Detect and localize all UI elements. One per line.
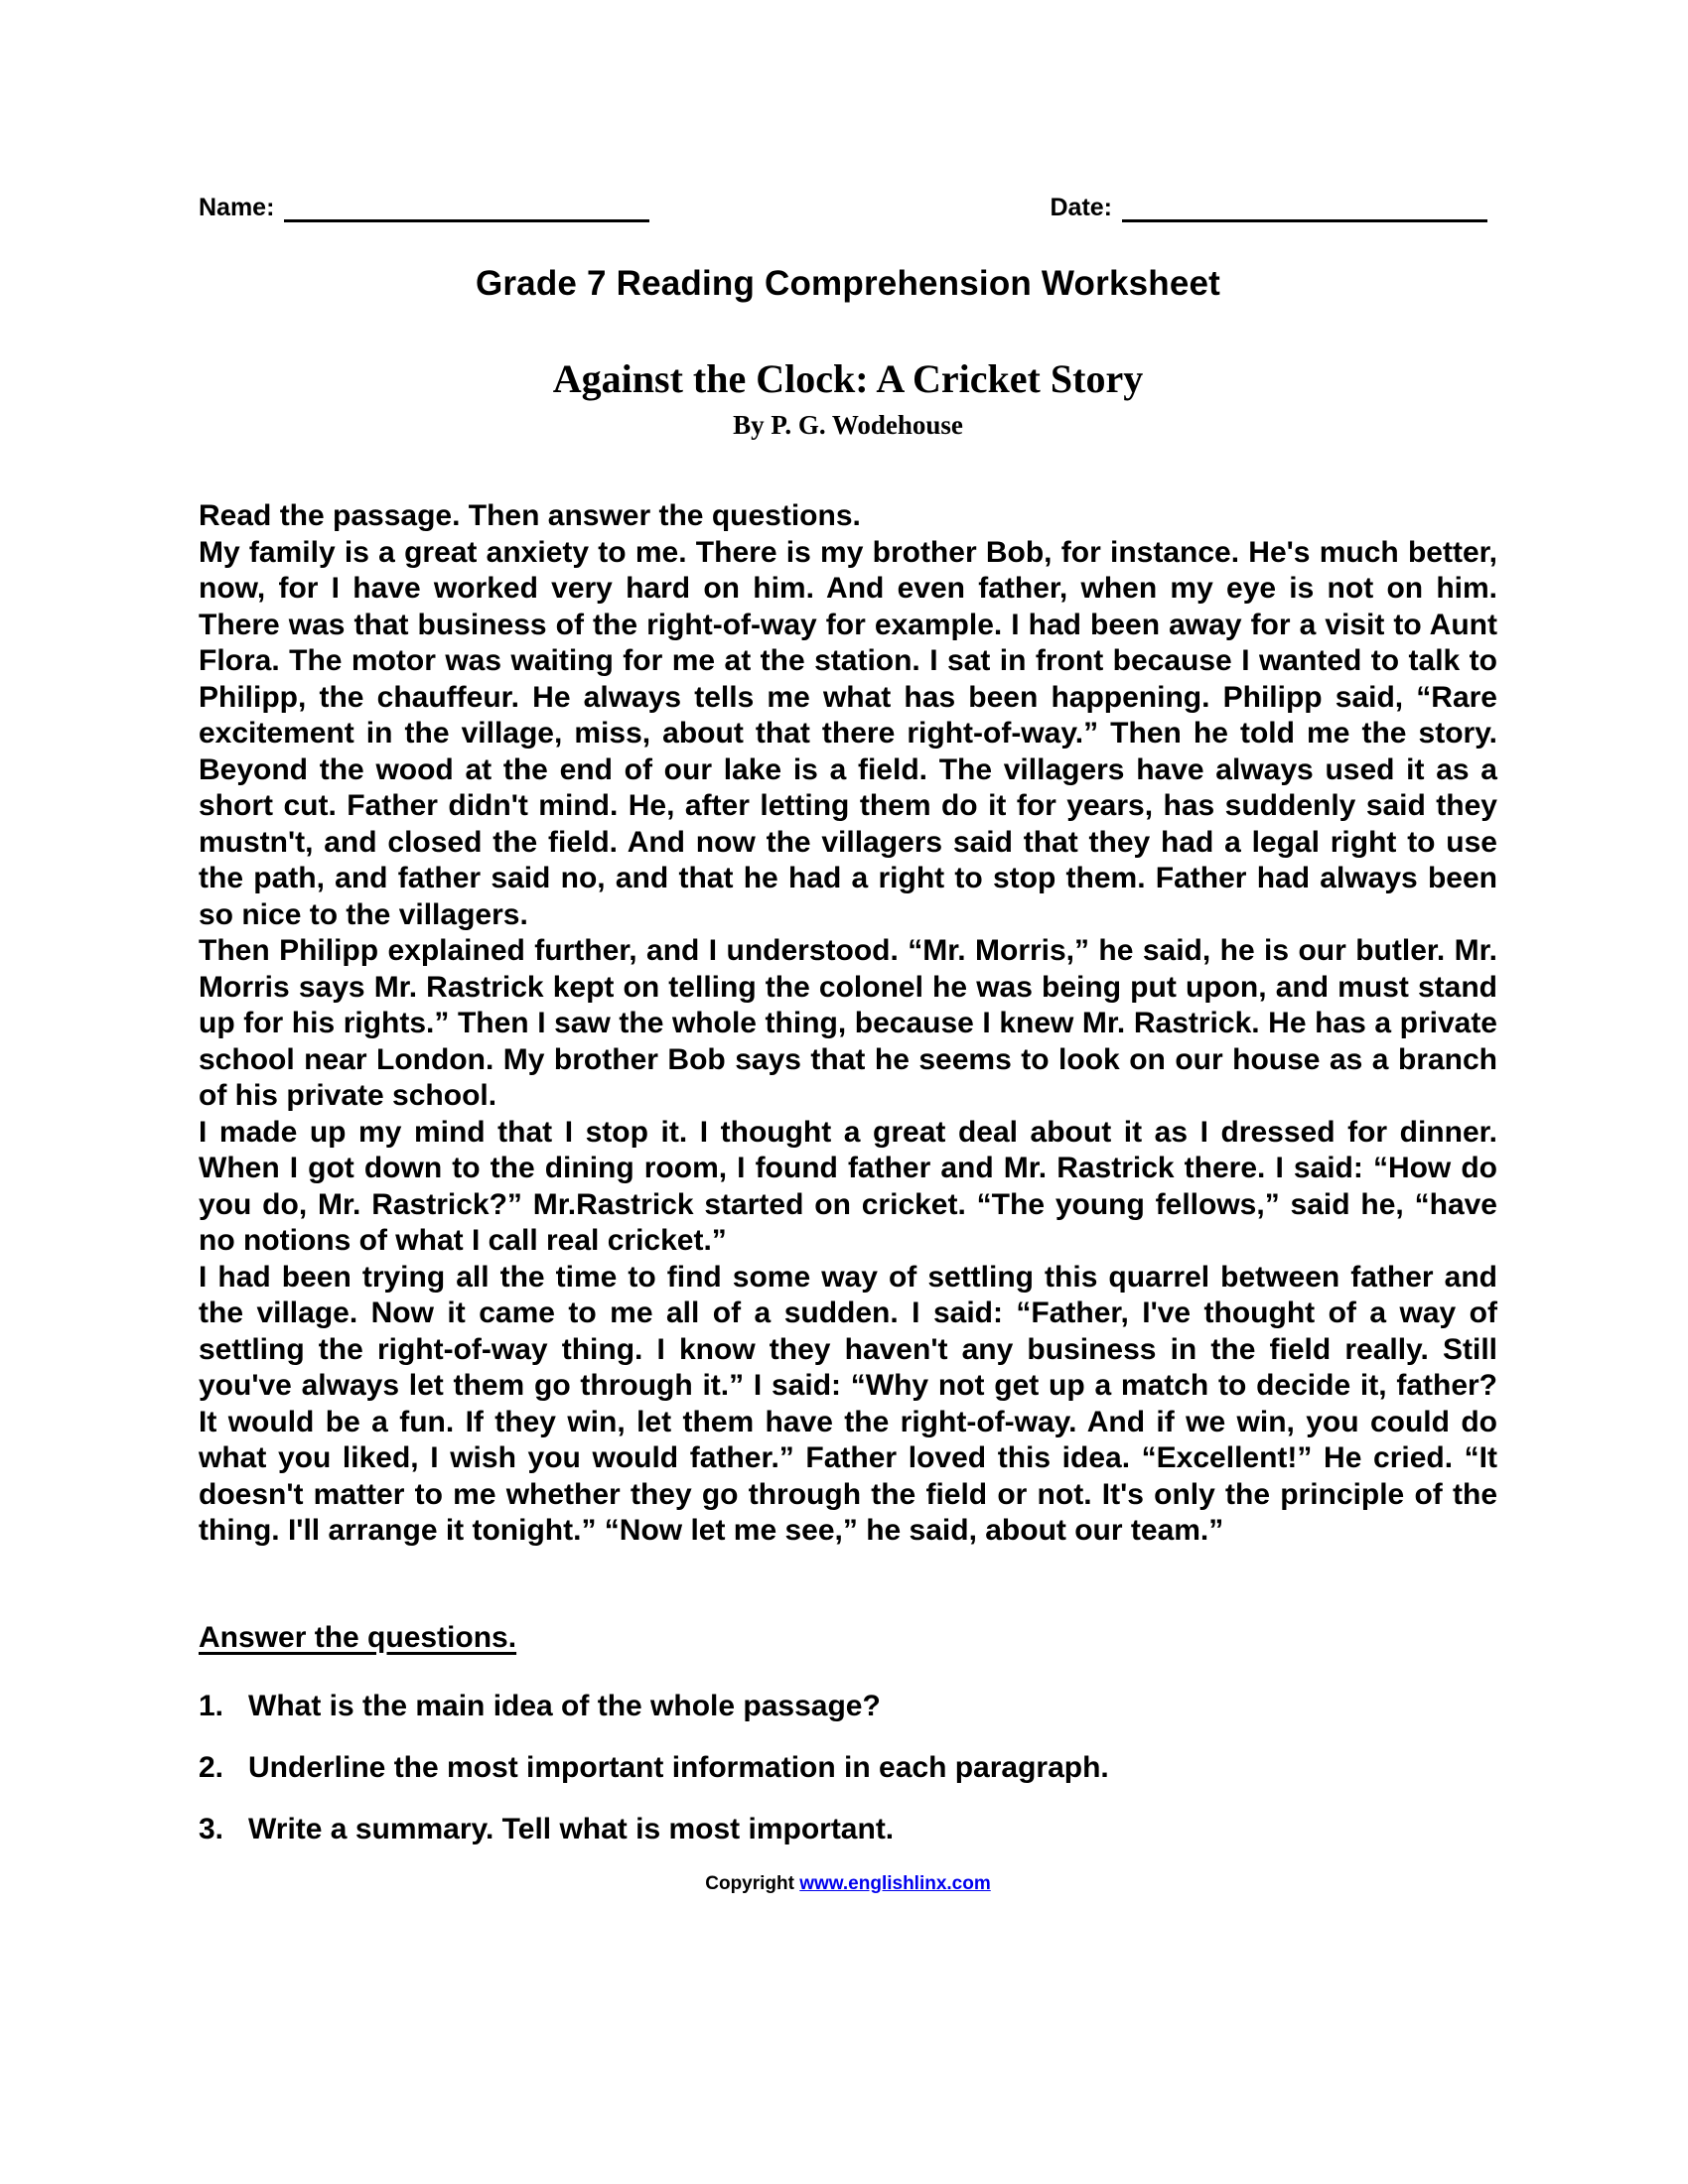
passage-paragraph-2: Then Philipp explained further, and I understood. “Mr. Morris,” he said, he is our butler. Mr. Morris says Mr. Rastrick kept on telling the colonel he was being put upon, and must stand up for his rights.” Then I saw the whole thing, because I knew Mr. Rastrick. He has a private school near London. My brother Bob says that he seems to look on our house as a branch of his private school. [199, 934, 1497, 1112]
story-byline: By P. G. Wodehouse [733, 410, 963, 440]
question-text: Underline the most important information in each paragraph. [248, 1750, 1109, 1784]
questions-list [199, 1689, 1497, 1847]
name-field-group [199, 194, 649, 222]
question-item-1 [199, 1689, 1497, 1724]
question-text: What is the main idea of the whole passage? [248, 1689, 881, 1722]
question-text: Write a summary. Tell what is most important. [248, 1812, 895, 1845]
date-label: Date: [1050, 194, 1112, 221]
worksheet-title: Grade 7 Reading Comprehension Worksheet [475, 264, 1221, 303]
passage-instructions: Read the passage. Then answer the questions. [199, 499, 861, 532]
englishlinx-link[interactable]: www.englishlinx.com [799, 1872, 991, 1894]
date-blank-line [1122, 195, 1487, 222]
date-field-group [1050, 194, 1487, 222]
footer [199, 1873, 1497, 1895]
passage-section [199, 498, 1497, 1550]
name-blank-line [284, 195, 649, 222]
passage-paragraph-3: I made up my mind that I stop it. I thought a great deal about it as I dressed for dinner. When I got down to the dining room, I found father and Mr. Rastrick there. I said: “How do you do, Mr. Rastrick?” Mr.Rastrick started on cricket. “The young fellows,” said he, “have no notions of what I call real cricket.” [199, 1115, 1497, 1257]
question-item-3 [199, 1812, 1497, 1847]
name-label: Name: [199, 194, 275, 221]
question-number: 3. [199, 1812, 224, 1845]
copyright-label: Copyright [705, 1872, 800, 1894]
question-number: 1. [199, 1689, 224, 1722]
question-number: 2. [199, 1750, 224, 1784]
answer-questions-heading: Answer the questions. [199, 1620, 517, 1654]
story-title: Against the Clock: A Cricket Story [552, 356, 1144, 401]
question-item-2 [199, 1750, 1497, 1786]
header-row [199, 194, 1497, 222]
passage-paragraph-4: I had been trying all the time to find some way of settling this quarrel between father and the village. Now it came to me all of a sudden. I said: “Father, I've thought of a way of settling the right-of-way thing. I know they haven't any business in the field really. Still you've always let them go through it.” I said: “Why not get up a match to decide it, father? It would be a fun. If they win, let them have the right-of-way. And if we win, you could do what you liked, I wish you would father.” Father loved this idea. “Excellent!” He cried. “It doesn't matter to me whether they go through the field or not. It's only the principle of the thing. I'll arrange it tonight.” “Now let me see,” he said, about our team.” [199, 1260, 1497, 1547]
passage-paragraph-1: My family is a great anxiety to me. There is my brother Bob, for instance. He's much better, now, for I have worked very hard on him. And even father, when my eye is not on him. There was that business of the right-of-way for example. I had been away for a visit to Aunt Flora. The motor was waiting for me at the station. I sat in front because I wanted to talk to Philipp, the chauffeur. He always tells me what has been happening. Philipp said, “Rare excitement in the village, miss, about that there right-of-way.” Then he told me the story. Beyond the wood at the end of our lake is a field. The villagers have always used it as a short cut. Father didn't mind. He, after letting them do it for years, has suddenly said they mustn't, and closed the field. And now the villagers said that they had a legal right to use the path, and father said no, and that he had a right to stop them. Father had always been so nice to the villagers. [199, 535, 1497, 931]
